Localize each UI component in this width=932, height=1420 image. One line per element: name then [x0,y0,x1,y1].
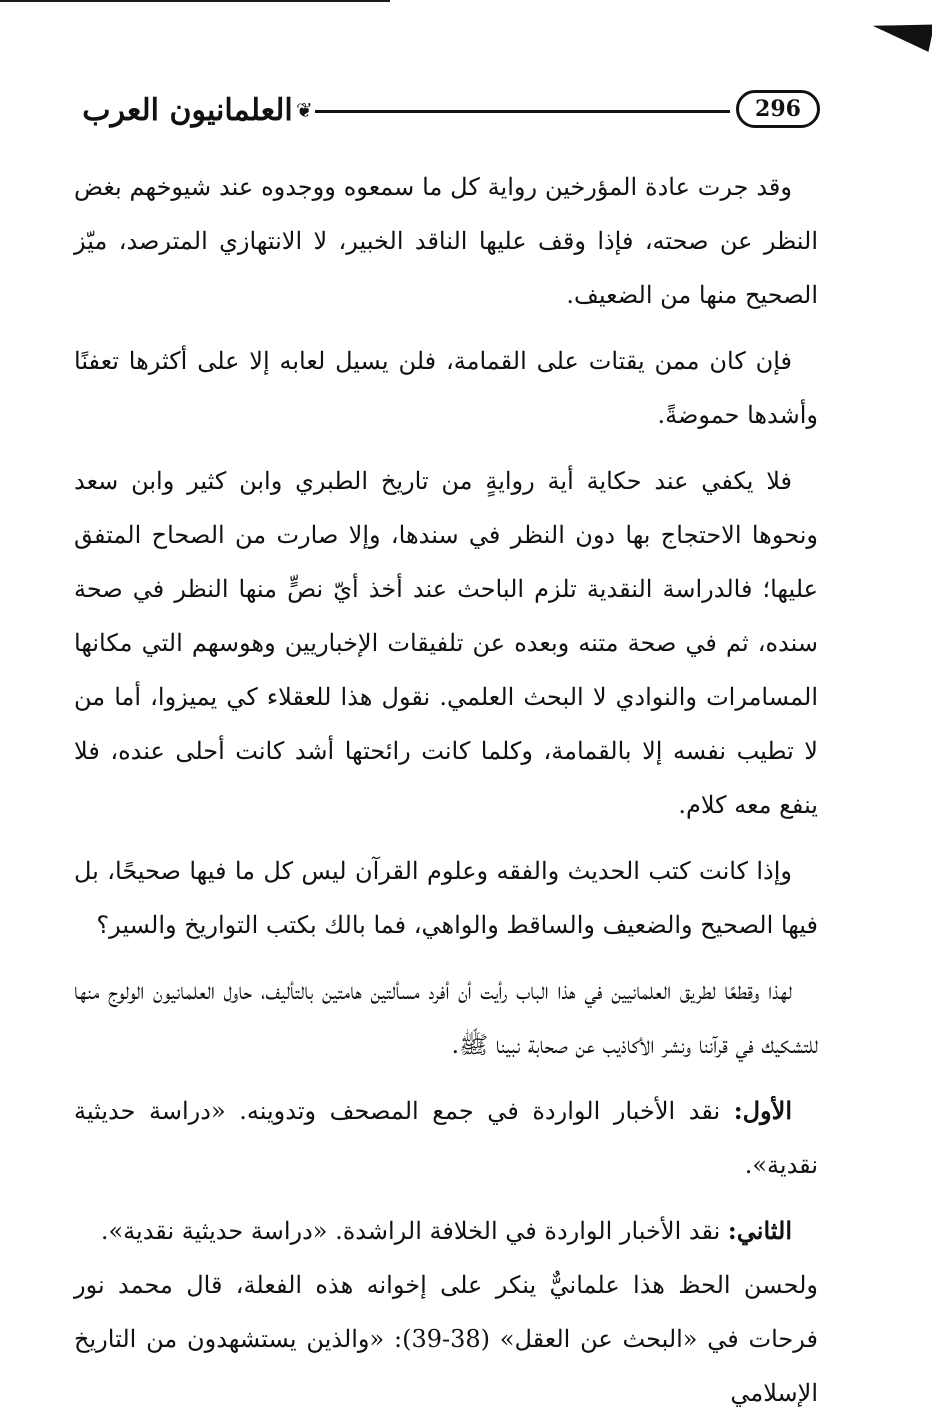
scan-edge-line [0,0,390,2]
paragraph-2: فإن كان ممن يقتات على القمامة، فلن يسيل لعابه إلا على أكثرها تعفنًا وأشدها حموضةً. [74,347,818,429]
paragraph-4: وإذا كانت كتب الحديث والفقه وعلوم القرآن ليس كل ما فيها صحيحًا، بل فيها الصحيح والضعيف والساقط والواهي، فما بالك بكتب التواريخ والسير؟ [74,857,818,939]
paragraph-1: وقد جرت عادة المؤرخين رواية كل ما سمعوه ووجدوه عند شيوخهم بغض النظر عن صحته، فإذا وقف عليها الناقد الخبير، لا الانتهازي المترصد، ميّز الصحيح منها من الضعيف. [74,173,819,309]
paragraph-5: لهذا وقطعًا لطريق العلمانيين في هذا الباب رأيت أن أفرد مسألتين هامتين بالتأليف، حاول العلمانيون الولوج منها للتشكيك في قرآننا ونشر الأكاذيب عن صحابة نبينا ﷺ. [74,977,818,1059]
list-item-first-label: الأول: [733,1096,792,1125]
scan-corner-mark [870,12,932,52]
header-rule [315,110,730,113]
page-header [60,88,820,138]
list-item-second-text: نقد الأخبار الواردة في الخلافة الراشدة. «دراسة حديثية نقدية». [100,1217,728,1245]
list-item-first-text: نقد الأخبار الواردة في جمع المصحف وتدوينه. «دراسة حديثية نقدية». [74,1097,818,1179]
page-number: 296 [736,90,820,128]
page-body [74,160,818,1420]
closing-paragraph: ولحسن الحظ هذا علمانيٌّ ينكر على إخوانه هذه الفعلة، قال محمد نور فرحات في «البحث عن العقل» (38-39): «والذين يستشهدون من التاريخ الإسلامي [74,1271,818,1407]
list-item-second [74,1204,818,1258]
book-title: العلمانيون العرب [82,93,293,128]
paragraph-3: فلا يكفي عند حكاية أية روايةٍ من تاريخ الطبري وابن كثير وابن سعد ونحوها الاحتجاج بها دون النظر في سندها، وإلا صارت من الصحاح المتفق عليها؛ فالدراسة النقدية تلزم الباحث عند أخذ أيّ نصٍّ منها النظر في صحة سنده، ثم في صحة متنه وبعده عن تلفيقات الإخباريين وهوسهم التي مكانها المسامرات والنوادي لا البحث العلمي. نقول هذا للعقلاء كي يميزوا، أما من لا تطيب نفسه إلا بالقمامة، وكلما كانت رائحتها أشد كانت أحلى عنده، فلا ينفع معه كلام. [74,467,818,819]
list-item-second-label: الثاني: [727,1216,792,1245]
list-item-first [74,1084,818,1192]
ornament-icon: ❦ [296,98,313,122]
